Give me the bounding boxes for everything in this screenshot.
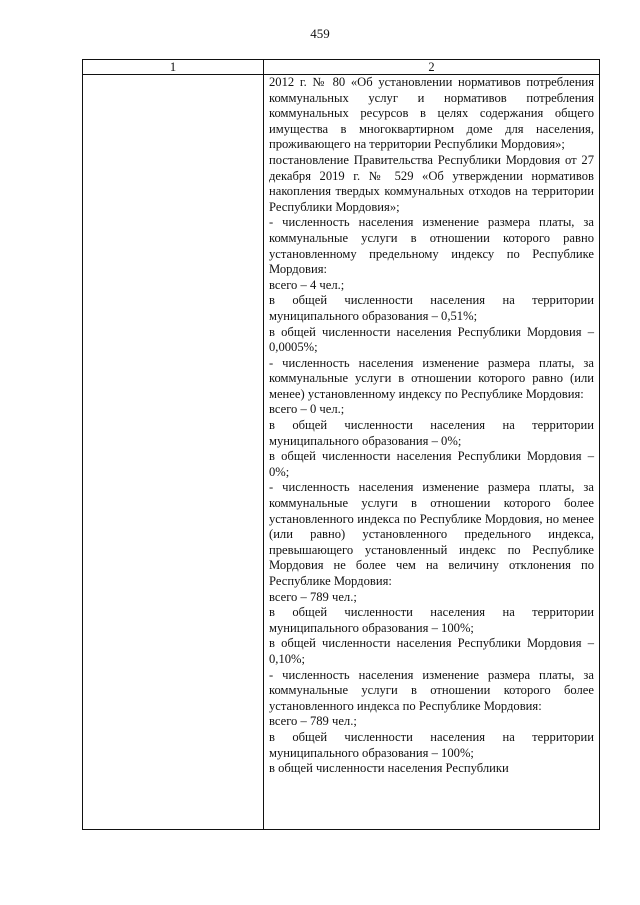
paragraph: - численность населения изменение размера платы, за коммунальные услуги в отношении которого равно (или менее) установленному индексу по Республике Мордовия: (269, 355, 594, 401)
header-column-1: 1 (169, 60, 177, 74)
paragraph: в общей численности населения Республики (269, 761, 509, 776)
paragraph: в общей численности населения на территории муниципального образования – 0%; (269, 418, 594, 448)
table-cell-column-2 (269, 75, 594, 777)
paragraph: - численность населения изменение размера платы, за коммунальные услуги в отношении которого более установленного индекса по Республике Мордовия, но менее (или равно) установленного предельного индекса, превышающего установленный индекс по Республике Мордовия не более чем на величину отклонения по Республике Мордовия: (269, 480, 594, 588)
paragraph: - численность населения изменение размера платы, за коммунальные услуги в отношении которого более установленного индекса по Республике Мордовия: (269, 667, 594, 713)
paragraph: в общей численности населения на территории муниципального образования – 100%; (269, 729, 594, 760)
paragraph: в общей численности населения Республики Мордовия – 0,10%; (269, 636, 594, 666)
paragraph: всего – 0 чел.; (269, 402, 345, 417)
paragraph: в общей численности населения Республики Мордовия – 0,0005%; (269, 324, 594, 355)
paragraph: в общей численности населения на территории муниципального образования – 0,51%; (269, 293, 594, 323)
table-header-row (83, 60, 599, 75)
paragraph: в общей численности населения Республики Мордовия – 0%; (269, 449, 594, 479)
header-column-2: 2 (428, 60, 435, 74)
paragraph: постановление Правительства Республики Мордовия от 27 декабря 2019 г. № 529 «Об утверждении нормативов накопления твердых коммунальных отходов на территории Республики Мордовия»; (269, 152, 594, 214)
paragraph: всего – 4 чел.; (269, 277, 345, 292)
column-divider (263, 60, 264, 829)
document-table (82, 59, 600, 830)
paragraph: всего – 789 чел.; (269, 714, 357, 729)
paragraph: - численность населения изменение размера платы, за коммунальные услуги в отношении которого равно установленному предельному индексу по Республике Мордовия: (269, 215, 594, 277)
paragraph: всего – 789 чел.; (269, 589, 357, 604)
paragraph: 2012 г. № 80 «Об установлении нормативов потребления коммунальных услуг и нормативов потребления коммунальных ресурсов в целях содержания общего имущества в многоквартирном доме для населения, проживающего на территории Республики Мордовия»; (269, 75, 594, 152)
page-number: 459 (310, 26, 330, 41)
paragraph: в общей численности населения на территории муниципального образования – 100%; (269, 605, 594, 635)
